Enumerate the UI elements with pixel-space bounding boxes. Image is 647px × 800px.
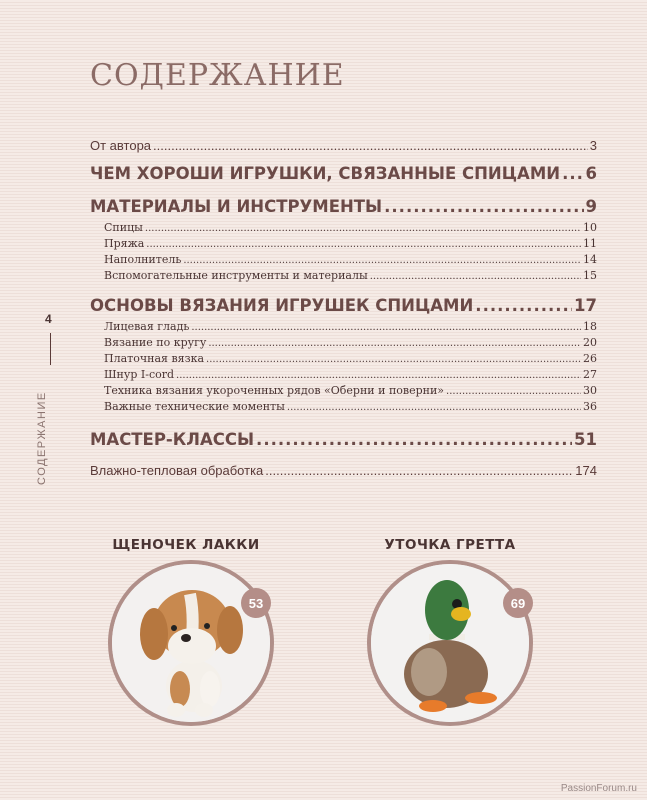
toc-leader [475,296,572,315]
toc-subitem-page: 26 [583,352,597,365]
toc-section-label: ОСНОВЫ ВЯЗАНИЯ ИГРУШЕК СПИЦАМИ [90,296,474,315]
toc-subitem-label: Пряжа [104,237,145,250]
toc-leader [287,402,581,413]
toc-section-3[interactable] [90,296,597,315]
toc-subitem-label: Важные технические моменты [104,400,285,413]
toc-subitem-label: Шнур I-cord [104,368,175,381]
toc-subitem-label: Наполнитель [104,253,182,266]
toy-title-duck: УТОЧКА ГРЕТТА [384,537,516,553]
duck-page-badge[interactable]: 69 [503,588,533,618]
puppy-photo[interactable] [108,560,274,726]
toc-subitem-page: 20 [583,336,597,349]
toc-subitem-label: Вспомогательные инструменты и материалы [104,269,368,282]
toc-subitem[interactable] [90,400,597,416]
toc-leader [146,239,581,250]
toc-subitem-page: 18 [583,320,597,333]
toc-leader [206,354,581,365]
toc-subitem-page: 36 [583,400,597,413]
puppy-page-badge[interactable]: 53 [241,588,271,618]
toc-leader [256,430,572,449]
toc-subitem[interactable] [90,237,597,253]
toc-subitem-label: Платочная вязка [104,352,205,365]
toc-label: От автора [90,138,152,153]
toc-section-page: 6 [585,164,597,183]
toc-subitem[interactable] [90,320,597,336]
toc-subitem[interactable] [90,352,597,368]
toc-leader [265,463,573,478]
toc-subitem[interactable] [90,253,597,269]
toc-subitem-page: 15 [583,269,597,282]
toc-leader [370,271,581,282]
toc-subitem-label: Лицевая гладь [104,320,190,333]
toc-leader [208,338,581,349]
knitted-puppy-image [112,564,270,722]
toc-subitem-page: 10 [583,221,597,234]
knitted-duck-image [371,564,529,722]
sidebar-divider [50,333,51,365]
toc-leader [384,197,583,216]
toc-section-label: МАСТЕР-КЛАССЫ [90,430,255,449]
toc-subitem-label: Вязание по кругу [104,336,207,349]
toy-title-puppy: ЩЕНОЧЕК ЛАККИ [112,537,260,553]
toc-label: Влажно-тепловая обработка [90,463,264,478]
toc-subitem-page: 27 [583,368,597,381]
toc-section-page: 17 [574,296,597,315]
page-title: СОДЕРЖАНИЕ [90,58,345,93]
toc-entry-intro[interactable] [90,138,597,153]
toc-leader [176,370,581,381]
toc-subitem-label: Спицы [104,221,143,234]
toc-subitem-page: 30 [583,384,597,397]
toc-section-page: 9 [585,197,597,216]
toc-subitem-page: 11 [583,237,597,250]
sidebar-label: СОДЕРЖАНИЕ [36,391,48,485]
table-of-contents [90,138,597,478]
toc-subitem[interactable] [90,221,597,237]
duck-photo[interactable] [367,560,533,726]
toc-leader [562,164,583,183]
watermark-text: PassionForum.ru [560,783,637,794]
toc-leader [145,223,581,234]
toc-section-label: ЧЕМ ХОРОШИ ИГРУШКИ, СВЯЗАННЫЕ СПИЦАМИ [90,164,561,183]
toc-section-page: 51 [574,430,597,449]
toc-subitem-label: Техника вязания укороченных рядов «Оберни и поверни» [104,384,445,397]
toc-subitem[interactable] [90,384,597,400]
toc-entry-outro[interactable] [90,463,597,478]
toc-subitem[interactable] [90,269,597,285]
toc-leader [191,322,581,333]
toc-section-2[interactable] [90,197,597,216]
toc-page: 3 [589,138,597,153]
toc-leader [183,255,581,266]
page-number: 4 [45,312,52,326]
toc-section-1[interactable] [90,164,597,183]
toc-section-label: МАТЕРИАЛЫ И ИНСТРУМЕНТЫ [90,197,383,216]
toc-section-4[interactable] [90,430,597,449]
toc-leader [153,138,588,153]
toc-page: 174 [575,463,597,478]
toc-leader [446,386,581,397]
toc-subitem-page: 14 [583,253,597,266]
toc-subitem[interactable] [90,336,597,352]
toc-subitem[interactable] [90,368,597,384]
